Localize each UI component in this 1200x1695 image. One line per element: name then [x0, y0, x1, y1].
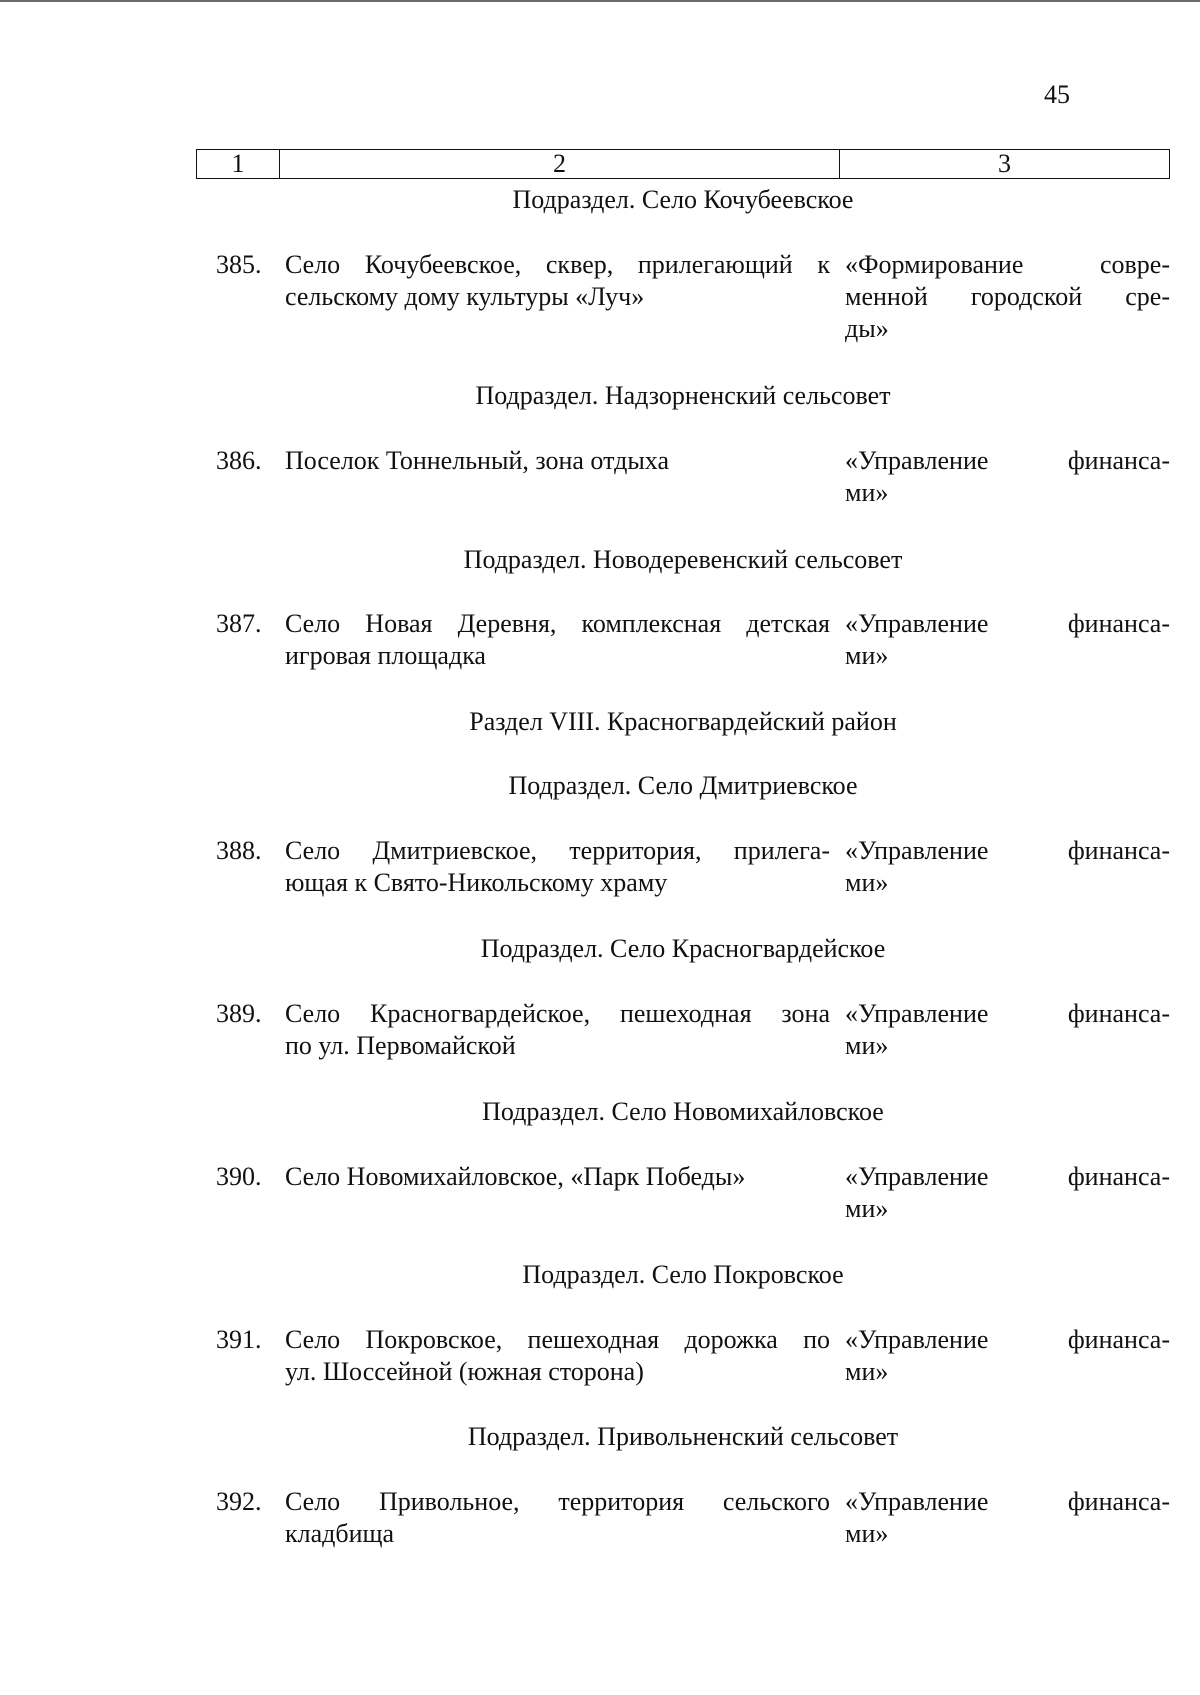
- program-name: «Управление финанса- ми»: [845, 1325, 1170, 1386]
- subsection-heading: Подраздел. Надзорненский сельсовет: [475, 381, 891, 410]
- subsection-heading: Подраздел. Село Новомихайловское: [482, 1097, 884, 1126]
- column-number-1: 1: [197, 150, 280, 178]
- subsection-heading: Подраздел. Село Дмитриевское: [508, 771, 858, 800]
- subsection-heading: Подраздел. Привольненский сельсовет: [467, 1422, 899, 1451]
- object-description: Село Новая Деревня, комплексная детская игровая площадка: [285, 609, 830, 670]
- program-name: «Формирование совре- менной городской сре- ды»: [845, 250, 1170, 343]
- program-name: «Управление финанса- ми»: [845, 446, 1170, 507]
- page-number: 45: [1044, 80, 1070, 109]
- row-number: 388.: [216, 836, 262, 865]
- object-description: Село Кочубеевское, сквер, прилегающий к сельскому дому культуры «Луч»: [285, 250, 830, 311]
- page-top-rule: [0, 0, 1200, 2]
- row-number: 389.: [216, 999, 262, 1028]
- program-name: «Управление финанса- ми»: [845, 836, 1170, 897]
- object-description: Село Привольное, территория сельского кладбища: [285, 1487, 830, 1548]
- column-number-3: 3: [998, 149, 1011, 178]
- object-description: Село Красногвардейское, пешеходная зона по ул. Первомайской: [285, 999, 830, 1060]
- program-name: «Управление финанса- ми»: [845, 1487, 1170, 1548]
- row-number: 391.: [216, 1325, 262, 1354]
- program-name: «Управление финанса- ми»: [845, 609, 1170, 670]
- row-number: 392.: [216, 1487, 262, 1516]
- subsection-heading: Подраздел. Село Красногвардейское: [480, 934, 886, 963]
- object-description: Село Покровское, пешеходная дорожка по ул. Шоссейной (южная сторона): [285, 1325, 830, 1386]
- row-number: 385.: [216, 250, 262, 279]
- row-number: 390.: [216, 1162, 262, 1191]
- section-heading: Раздел VIII. Красногвардейский район: [469, 707, 897, 736]
- subsection-heading: Подраздел. Село Кочубеевское: [512, 185, 854, 214]
- row-number: 387.: [216, 609, 262, 638]
- column-number-2: 2: [280, 150, 840, 178]
- subsection-heading: Подраздел. Новодеревенский сельсовет: [463, 545, 903, 574]
- subsection-heading: Подраздел. Село Покровское: [522, 1260, 844, 1289]
- program-name: «Управление финанса- ми»: [845, 1162, 1170, 1223]
- object-description: Село Новомихайловское, «Парк Победы»: [285, 1162, 746, 1191]
- row-number: 386.: [216, 446, 262, 475]
- object-description: Село Дмитриевское, территория, прилега- ющая к Свято-Никольскому храму: [285, 836, 830, 897]
- program-name: «Управление финанса- ми»: [845, 999, 1170, 1060]
- table-header-row: [196, 149, 1170, 179]
- object-description: Поселок Тоннельный, зона отдыха: [285, 446, 669, 475]
